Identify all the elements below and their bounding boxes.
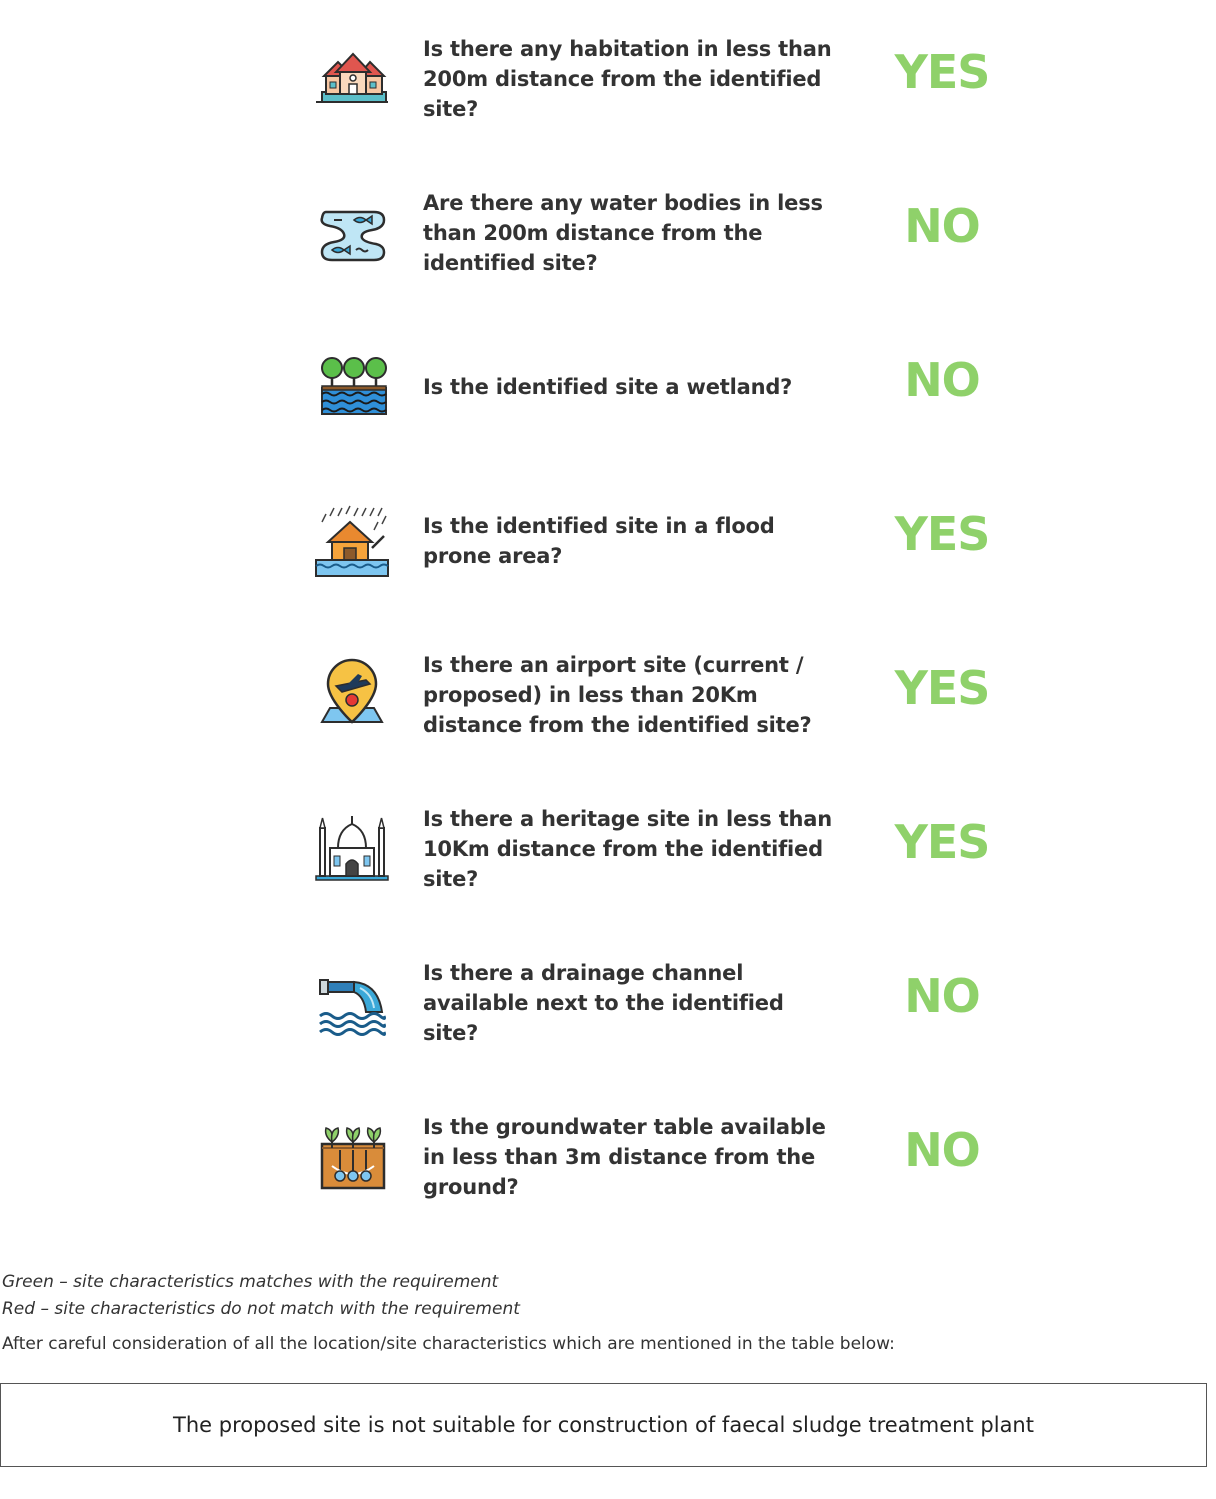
checklist-row <box>0 792 1216 892</box>
drainage-pipe-icon <box>312 964 392 1044</box>
checklist-row <box>0 1100 1216 1200</box>
conclusion-text: The proposed site is not suitable for construction of faecal sludge treatment plant <box>173 1413 1034 1437</box>
question-text: Is the groundwater table available in less than 3m distance from the ground? <box>423 1115 826 1199</box>
legend-green: Green – site characteristics matches with the requirement <box>2 1272 499 1292</box>
groundwater-plants-icon <box>312 1118 392 1198</box>
question-text: Is the identified site in a flood prone area? <box>423 514 775 568</box>
checklist-row <box>0 330 1216 430</box>
question-text: Is there a drainage channel available next to the identified site? <box>423 961 784 1045</box>
flooded-house-icon <box>312 500 392 580</box>
pond-fish-icon <box>312 194 392 274</box>
airport-location-icon <box>312 656 392 736</box>
checklist-row <box>0 638 1216 738</box>
question-text: Is there an airport site (current / proposed) in less than 20Km distance from the identified site? <box>423 653 812 737</box>
answer-badge: NO <box>904 353 980 407</box>
conclusion-box <box>0 1383 1207 1467</box>
question-text: Are there any water bodies in less than 200m distance from the identified site? <box>423 191 823 275</box>
checklist-row <box>0 176 1216 276</box>
answer-badge: YES <box>894 45 990 99</box>
question-text: Is there any habitation in less than 200m distance from the identified site? <box>423 37 832 121</box>
checklist-row <box>0 946 1216 1046</box>
heritage-monument-icon <box>312 810 392 890</box>
answer-badge: YES <box>894 815 990 869</box>
answer-badge: YES <box>894 661 990 715</box>
answer-badge: YES <box>894 507 990 561</box>
answer-badge: NO <box>904 969 980 1023</box>
answer-badge: NO <box>904 199 980 253</box>
answer-badge: NO <box>904 1123 980 1177</box>
checklist-row <box>0 22 1216 122</box>
question-text: Is the identified site a wetland? <box>423 375 793 399</box>
legend-red: Red – site characteristics do not match with the requirement <box>2 1299 520 1319</box>
intro-text: After careful consideration of all the location/site characteristics which are mentioned in the table below: <box>2 1334 895 1354</box>
checklist-row <box>0 484 1216 584</box>
houses-icon <box>312 40 392 120</box>
question-text: Is there a heritage site in less than 10Km distance from the identified site? <box>423 807 833 891</box>
wetland-trees-icon <box>312 348 392 428</box>
